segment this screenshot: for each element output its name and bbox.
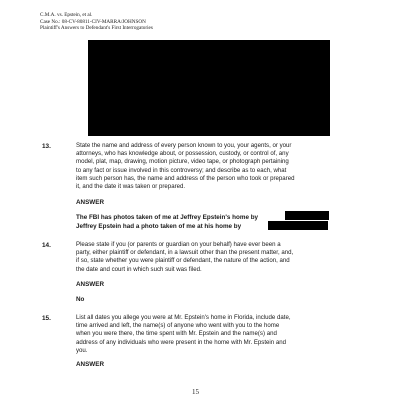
item-13-number: 13. bbox=[42, 143, 51, 150]
question-line: if so, state whether you were plaintiff or defendant, the nature of the action, and bbox=[76, 257, 290, 265]
item-15-question bbox=[76, 314, 364, 355]
item-13-question bbox=[76, 142, 364, 191]
case-header bbox=[40, 12, 153, 32]
question-line: when you were there, the time spent with Mr. Epstein and the name(s) and bbox=[76, 330, 277, 338]
redaction-bar bbox=[285, 211, 329, 220]
item-15-answer-label: ANSWER bbox=[76, 361, 104, 368]
item-14-answer-label: ANSWER bbox=[76, 281, 104, 288]
item-13-answer-label: ANSWER bbox=[76, 199, 104, 206]
redaction-bar bbox=[268, 221, 328, 230]
question-line: State the name and address of every person known to you, your agents, or your bbox=[76, 142, 292, 149]
item-14-question bbox=[76, 241, 364, 274]
question-line: to any fact or issue involved in this controversy; and describe as to each, what bbox=[76, 166, 287, 174]
item-13-answer-line-1: The FBI has photos taken of me at Jeffrey Epstein's home by bbox=[76, 214, 259, 221]
question-line: model, plat, map, drawing, motion picture, video tape, or photograph pertaining bbox=[76, 158, 289, 166]
question-line: time arrived and left, the name(s) of anyone who went with you to the home bbox=[76, 322, 280, 330]
question-line: item such person has, the name and address of the person who took or prepared bbox=[76, 174, 295, 182]
question-line: Please state if you (or parents or guardian on your behalf) have ever been a bbox=[76, 241, 281, 248]
document-title: Plaintiff's Answers to Defendant's First Interrogatories bbox=[40, 25, 153, 32]
question-line: party, either plaintiff or defendant, in a lawsuit other than the present matter, and, bbox=[76, 249, 294, 257]
question-line: attorneys, who has knowledge about, or possession, custody, or control of, any bbox=[76, 150, 289, 158]
item-15-number: 15. bbox=[42, 315, 51, 322]
item-14-number: 14. bbox=[42, 242, 51, 249]
question-line: List all dates you allege you were at Mr. Epstein's home in Florida, include date, bbox=[76, 314, 291, 321]
case-number: Case No.: 08-CV-80811-CIV-MARRA/JOHNSON bbox=[40, 18, 146, 25]
item-14-answer: No bbox=[76, 296, 85, 303]
question-line: you. bbox=[76, 346, 88, 354]
question-line: the date and court in which such suit was filed. bbox=[76, 265, 202, 273]
question-line: address of any individuals who were present in the home with Mr. Epstein and bbox=[76, 338, 287, 346]
item-13-answer-line-2: Jeffrey Epstein had a photo taken of me at his home by bbox=[76, 223, 242, 230]
case-caption: C.M.A. vs. Epstein, et al. bbox=[40, 12, 93, 18]
redaction-block bbox=[88, 40, 330, 136]
page-number: 15 bbox=[192, 388, 199, 396]
question-line: it, and the date it was taken or prepared. bbox=[76, 183, 186, 191]
